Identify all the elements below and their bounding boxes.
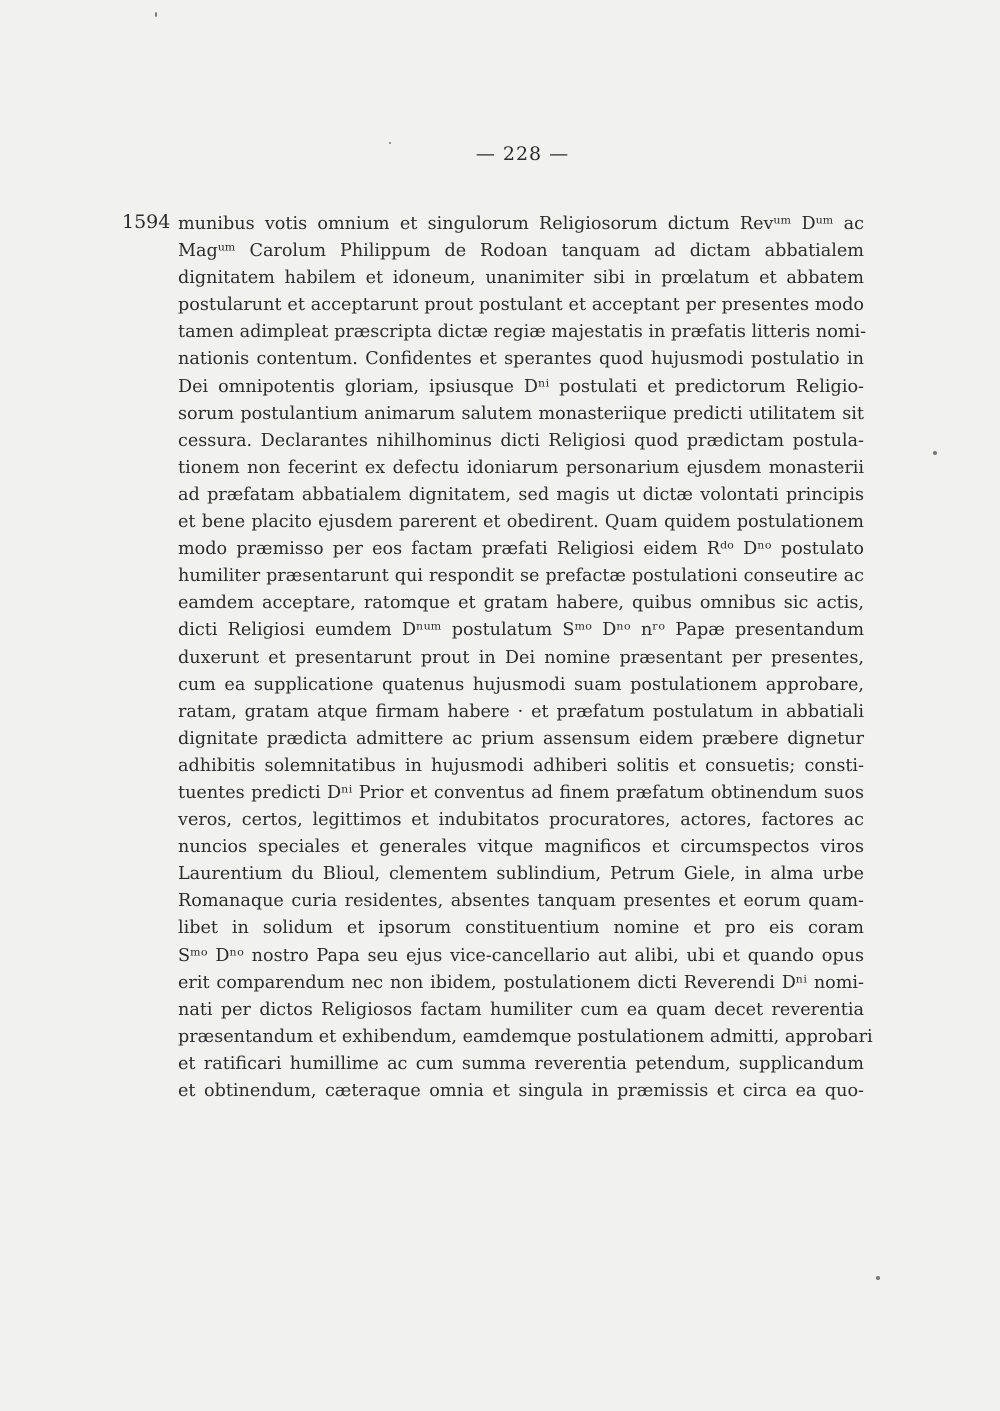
text-line: veros, certos, legittimos et indubitatos procuratores, actores, factores ac (178, 810, 864, 831)
text-line: eamdem acceptare, ratomque et gratam habere, quibus omnibus sic actis, (178, 593, 864, 614)
text-line: et bene placito ejusdem parerent et obedirent. Quam quidem postulationem (178, 512, 864, 533)
page-number: — 228 — (475, 143, 570, 165)
text-line: nati per dictos Religiosos factam humiliter cum ea quam decet reverentia (178, 999, 864, 1020)
text-line: dicti Religiosi eumdem Dⁿᵘᵐ postulatum Sᵐᵒ Dⁿᵒ nʳᵒ Papæ presentandum (178, 620, 864, 641)
text-line: erit comparendum nec non ibidem, postulationem dicti Reverendi Dⁿⁱ nomi- (178, 972, 864, 993)
paper-speck (389, 142, 391, 144)
text-line: dignitatem habilem et idoneum, unanimiter sibi in prœlatum et abbatem (178, 268, 864, 289)
text-line: modo præmisso per eos factam præfati Religiosi eidem Rᵈᵒ Dⁿᵒ postulato (178, 539, 864, 560)
text-line: ratam, gratam atque firmam habere · et præfatum postulatum in abbatiali (178, 701, 864, 722)
body-text (178, 211, 873, 1105)
paper-speck (155, 12, 157, 17)
text-line: munibus votis omnium et singulorum Religiosorum dictum Revᵘᵐ Dᵘᵐ ac (178, 214, 864, 234)
paper-speck (876, 1276, 880, 1280)
text-line: dignitate prædicta admittere ac prium assensum eidem præbere dignetur (178, 728, 864, 749)
text-line: ad præfatam abbatialem dignitatem, sed magis ut dictæ volontati principis (178, 484, 864, 505)
text-line: postularunt et acceptarunt prout postulant et acceptant per presentes modo (178, 295, 864, 316)
text-line: Laurentium du Blioul, clementem sublindium, Petrum Giele, in alma urbe (178, 864, 864, 885)
text-line: Magᵘᵐ Carolum Philippum de Rodoan tanquam ad dictam abbatialem (178, 241, 864, 262)
text-line: tuentes predicti Dⁿⁱ Prior et conventus ad finem præfatum obtinendum suos (178, 782, 864, 803)
text-line: duxerunt et presentarunt prout in Dei nomine præsentant per presentes, (178, 647, 864, 668)
text-line: tionem non fecerint ex defectu idoniarum personarium ejusdem monasterii (178, 457, 864, 478)
text-line: cessura. Declarantes nihilhominus dicti Religiosi quod prædictam postula- (178, 430, 864, 451)
text-line: humiliter præsentarunt qui respondit se prefactæ postulationi conseutire ac (178, 566, 864, 587)
text-line: libet in solidum et ipsorum constituentium nomine et pro eis coram (178, 918, 864, 939)
text-line: sorum postulantium animarum salutem monasteriique predicti utilitatem sit (178, 403, 864, 424)
text-line: et ratificari humillime ac cum summa reverentia petendum, supplicandum (178, 1053, 864, 1074)
text-line: et obtinendum, cæteraque omnia et singula in præmissis et circa ea quo- (178, 1081, 864, 1101)
paper-speck (933, 451, 937, 455)
text-line: nuncios speciales et generales vitque magnificos et circumspectos viros (178, 837, 864, 858)
text-line: Sᵐᵒ Dⁿᵒ nostro Papa seu ejus vice-cancellario aut alibi, ubi et quando opus (178, 945, 864, 966)
margin-year: 1594 (122, 211, 171, 233)
text-line: nationis contentum. Confidentes et sperantes quod hujusmodi postulatio in (178, 349, 864, 370)
text-line: tamen adimpleat præscripta dictæ regiæ majestatis in præfatis litteris nomi- (178, 322, 867, 343)
text-line: Dei omnipotentis gloriam, ipsiusque Dⁿⁱ postulati et predictorum Religio- (178, 376, 864, 397)
text-line: præsentandum et exhibendum, eamdemque postulationem admitti, approbari (178, 1026, 873, 1047)
text-line: cum ea supplicatione quatenus hujusmodi suam postulationem approbare, (178, 674, 864, 695)
text-line: Romanaque curia residentes, absentes tanquam presentes et eorum quam- (178, 891, 864, 912)
text-line: adhibitis solemnitatibus in hujusmodi adhiberi solitis et consuetis; consti- (178, 755, 864, 776)
